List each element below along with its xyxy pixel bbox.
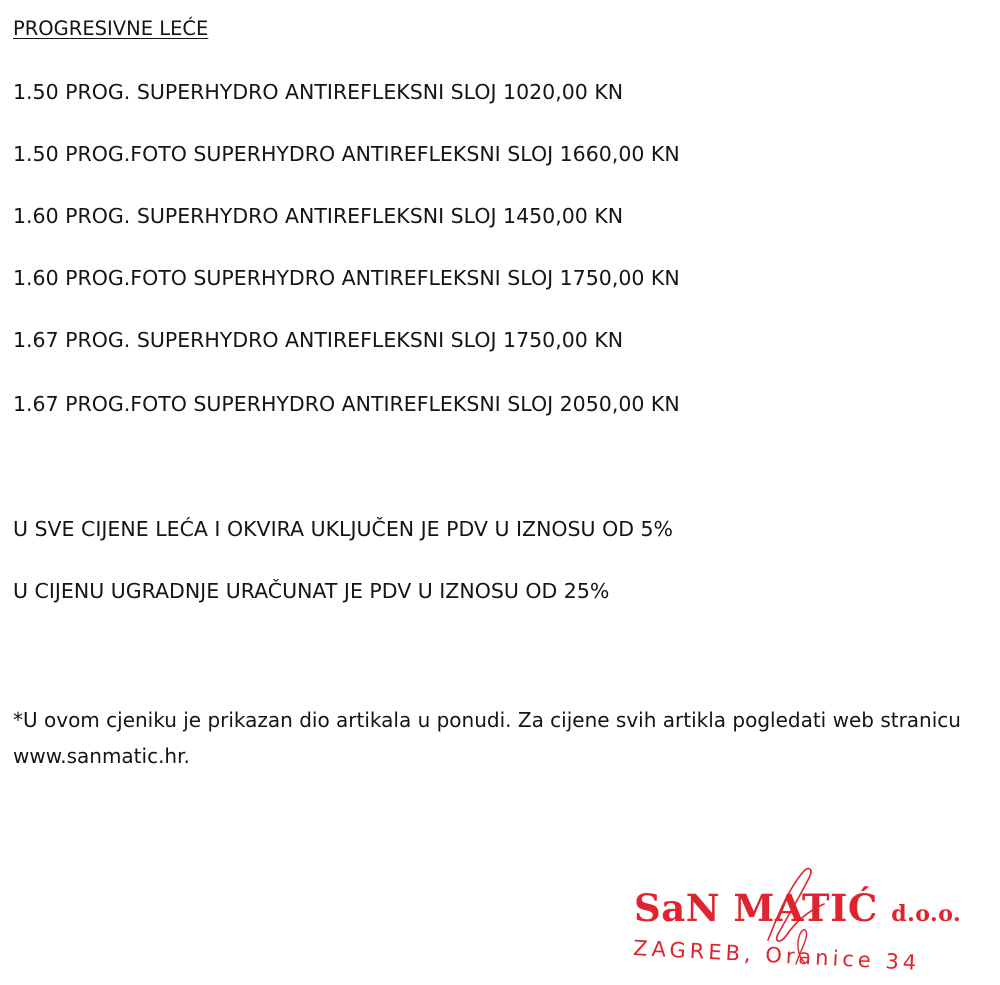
price-line: 1.50 PROG.FOTO SUPERHYDRO ANTIREFLEKSNI SLOJ 1660,00 KN (13, 142, 680, 166)
tax-note-lenses: U SVE CIJENE LEĆA I OKVIRA UKLJUČEN JE PDV U IZNOSU OD 5% (13, 517, 674, 541)
page-title: PROGRESIVNE LEĆE (13, 17, 209, 40)
signature-stroke (768, 869, 824, 941)
price-line: 1.60 PROG. SUPERHYDRO ANTIREFLEKSNI SLOJ 1450,00 KN (13, 204, 624, 228)
signature-loop (796, 930, 807, 964)
company-stamp (628, 860, 968, 980)
price-line: 1.67 PROG. SUPERHYDRO ANTIREFLEKSNI SLOJ 1750,00 KN (13, 328, 624, 352)
stamp-address: ZAGREB, Oranice 34 (632, 935, 921, 975)
price-line: 1.60 PROG.FOTO SUPERHYDRO ANTIREFLEKSNI SLOJ 1750,00 KN (13, 266, 680, 290)
footnote: *U ovom cjeniku je prikazan dio artikala u ponudi. Za cijene svih artikla pogledati web stranicu www.sanmatic.hr. (13, 708, 961, 768)
price-line: 1.50 PROG. SUPERHYDRO ANTIREFLEKSNI SLOJ 1020,00 KN (13, 80, 624, 104)
tax-note-fitting: U CIJENU UGRADNJE URAČUNAT JE PDV U IZNOSU OD 25% (13, 579, 610, 603)
stamp-company-suffix: d.o.o. (891, 901, 962, 927)
stamp-company-name-text: SaN MATIĆ (634, 886, 878, 930)
signature-icon (628, 860, 968, 980)
price-line: 1.67 PROG.FOTO SUPERHYDRO ANTIREFLEKSNI SLOJ 2050,00 KN (13, 392, 680, 416)
